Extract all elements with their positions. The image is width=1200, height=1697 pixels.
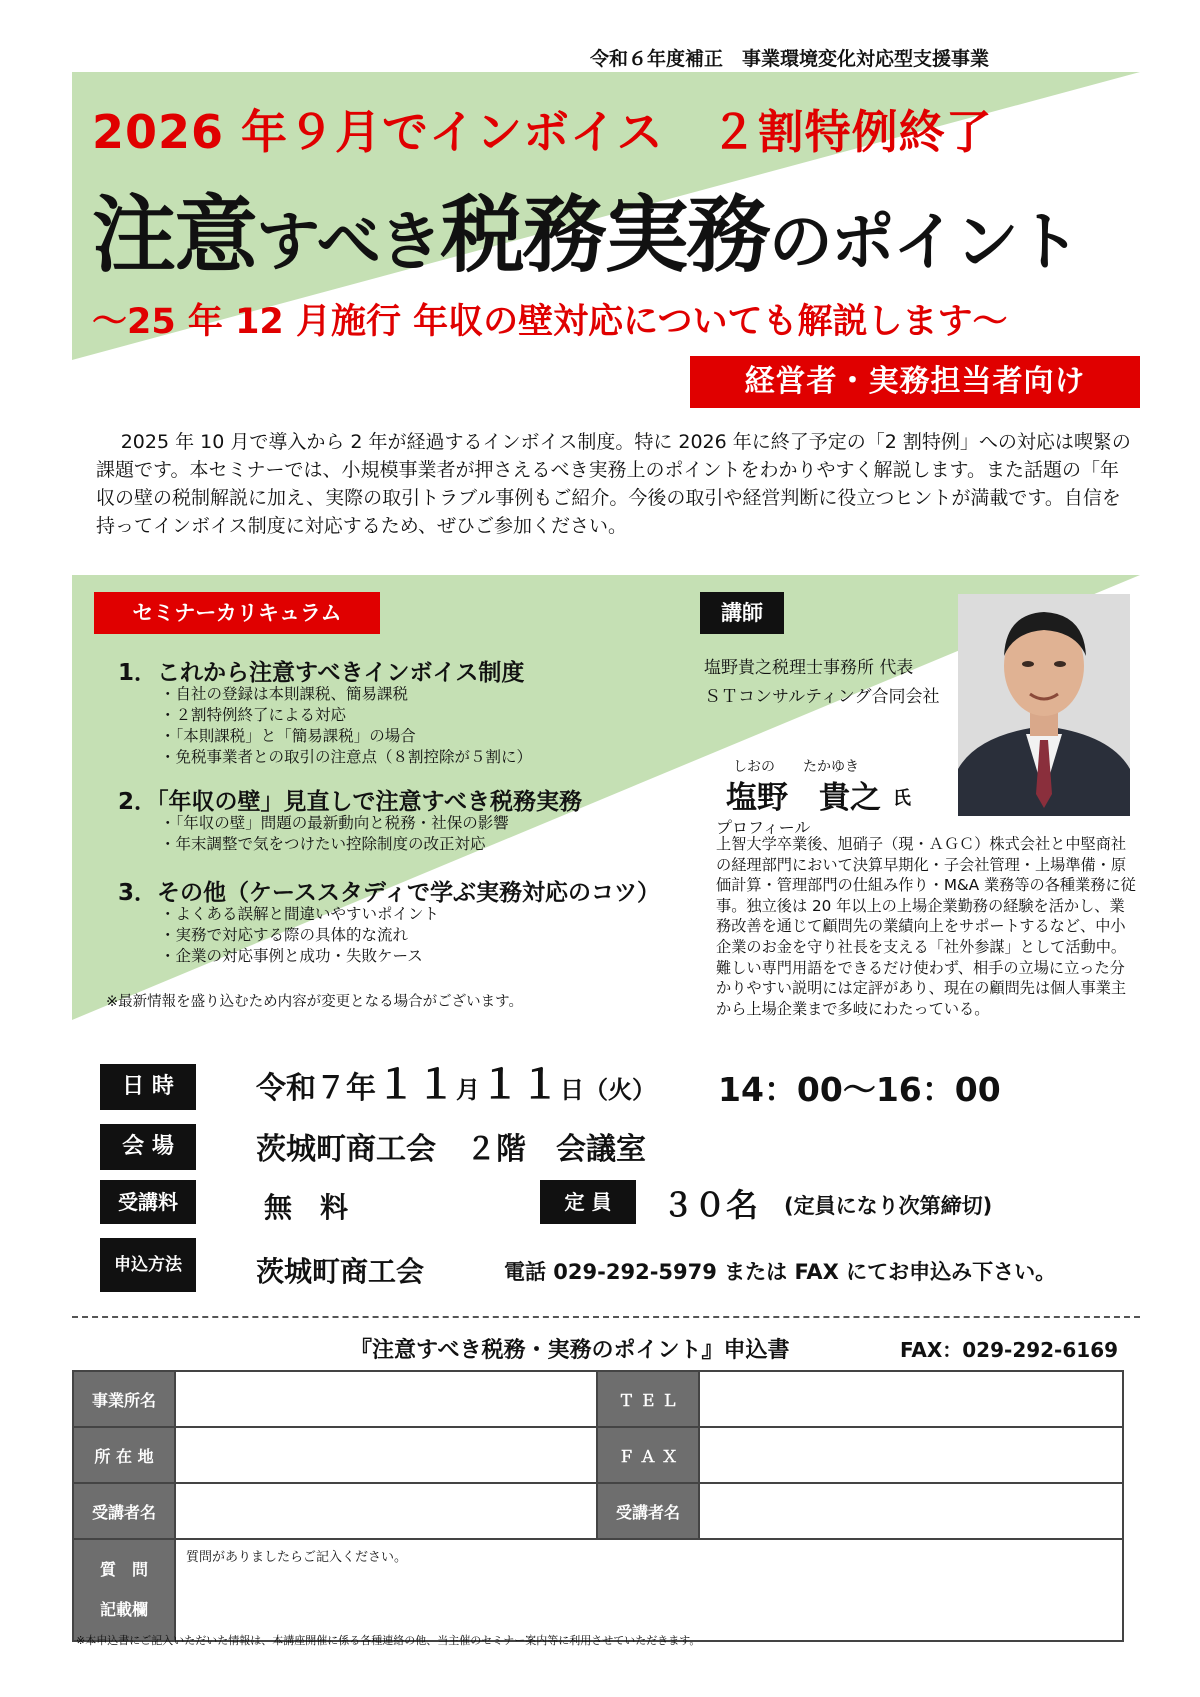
question-hint: 質問がありましたらご記入ください。 <box>186 1550 408 1565</box>
fax-field[interactable] <box>699 1427 1123 1483</box>
curriculum-item-3: 3．その他（ケーススタディで学ぶ実務対応のコツ） <box>118 880 661 906</box>
curriculum-badge: セミナーカリキュラム <box>94 592 380 634</box>
apply-text: 電話 029-292-5979 または FAX にてお申込み下さい。 <box>504 1260 1057 1284</box>
apply-org: 茨城町商工会 <box>256 1255 425 1288</box>
fee-value: 無 料 <box>264 1191 349 1224</box>
curriculum-point: ・「本則課税」と「簡易課税」の場合 <box>160 727 416 745</box>
capacity-value: ３０名 <box>662 1186 759 1224</box>
target-badge: 経営者・実務担当者向け <box>690 356 1140 408</box>
attendee-field-1[interactable] <box>175 1483 597 1539</box>
curriculum-item-1: 1．これから注意すべきインボイス制度 <box>118 660 525 686</box>
business-name-label: 事業所名 <box>73 1371 175 1427</box>
lecturer-org: 塩野貴之税理士事務所 代表 <box>704 658 914 678</box>
fee-label: 受講料 <box>100 1180 196 1224</box>
attendee-label-2: 受講者名 <box>597 1483 699 1539</box>
lecturer-suffix: 氏 <box>893 788 911 809</box>
curriculum-point: ・免税事業者との取引の注意点（８割控除が５割に） <box>160 748 533 766</box>
intro-text: 2025 年 10 月で導入から 2 年が経過するインボイス制度。特に 2026 年に終了予定の「2 割特例」への対応は喫緊の課題です。本セミナーでは、小規模事業者が押さえるべき実務上のポイントをわかりやすく解説します。また話題の「年収の壁の税制解説に加え、実際の取引トラブル事例もご紹介。今後の取引や経営判断に役立つヒントが満載です。自信を持ってインボイス制度に対応するため、ぜひご参加ください。 <box>96 431 1131 537</box>
venue-label: 会 場 <box>100 1124 196 1170</box>
date-label: 日 時 <box>100 1064 196 1110</box>
lecturer-company: ＳＴコンサルティング合同会社 <box>704 687 940 707</box>
cut-line <box>72 1316 1140 1318</box>
fax-label: Ｆ Ａ Ｘ <box>597 1427 699 1483</box>
lecturer-portrait-icon <box>958 594 1130 816</box>
footer-note: ※本申込書にご記入いただいた情報は、本講座開催に係る各種連絡の他、当主催のセミナー案内等に利用させていただきます。 <box>76 1634 701 1647</box>
lecturer-name: 塩野 貴之 <box>726 780 881 816</box>
program-label: 令和６年度補正 事業環境変化対応型支援事業 <box>590 48 990 70</box>
profile-label: プロフィール <box>716 818 811 837</box>
lecturer-badge: 講師 <box>700 592 784 634</box>
capacity-label: 定 員 <box>540 1180 636 1224</box>
curriculum-item-2: 2．「年収の壁」見直しで注意すべき税務実務 <box>118 789 583 815</box>
date-value: 令和７年１１月１１日（火） <box>256 1062 656 1108</box>
form-title: 『注意すべき税務・実務のポイント』申込書 <box>350 1338 790 1363</box>
attendee-field-2[interactable] <box>699 1483 1123 1539</box>
capacity-note: (定員になり次第締切) <box>784 1194 993 1218</box>
tel-label: Ｔ Ｅ Ｌ <box>597 1371 699 1427</box>
question-label: 質 問 記載欄 <box>73 1539 175 1641</box>
curriculum-point: ・自社の登録は本則課税、簡易課税 <box>160 685 409 703</box>
curriculum-point: ・「年収の壁」問題の最新動向と税務・社保の影響 <box>160 814 509 832</box>
subtitle: ～25 年 12 月施行 年収の壁対応についても解説します～ <box>92 302 1008 342</box>
lecturer-photo <box>958 594 1130 816</box>
application-form <box>72 1370 1124 1642</box>
profile-text: 上智大学卒業後、旭硝子（現・ＡＧＣ）株式会社と中堅商社の経理部門において決算早期化・子会社管理・上場準備・原価計算・管理部門の仕組み作り・M&A 業務等の各種業務に従事。独立後は 20 年以上の上場企業勤務の経験を活かし、業務改善を通じて顧問先の業績向上をサポートするなど、中小企業のお金を守り社長を支える「社外参謀」として活動中。難しい専門用語をできるだけ使わず、相手の立場に立った分かりやすい説明には定評があり、現在の顧問先は個人事業主から上場企業まで多岐にわたっている。 <box>716 835 1136 1018</box>
venue-value: 茨城町商工会 ２階 会議室 <box>256 1132 646 1167</box>
form-fax: FAX：029-292-6169 <box>900 1338 1119 1362</box>
title-red: 2026 年９月でインボイス ２割特例終了 <box>92 105 993 159</box>
curriculum-point: ・実務で対応する際の具体的な流れ <box>160 926 409 944</box>
attendee-label-1: 受講者名 <box>73 1483 175 1539</box>
time-value: 14：00～16：00 <box>718 1070 1001 1109</box>
curriculum-point: ・２割特例終了による対応 <box>160 706 347 724</box>
title-main: 注意すべき税務実務のポイント <box>92 186 1079 284</box>
lecturer-name-ruby: しおの たかゆき <box>733 759 859 775</box>
business-name-field[interactable] <box>175 1371 597 1427</box>
address-field[interactable] <box>175 1427 597 1483</box>
curriculum-note: ※最新情報を盛り込むため内容が変更となる場合がございます。 <box>106 994 523 1010</box>
address-label: 所 在 地 <box>73 1427 175 1483</box>
apply-label: 申込方法 <box>100 1238 196 1292</box>
tel-field[interactable] <box>699 1371 1123 1427</box>
curriculum-point: ・企業の対応事例と成功・失敗ケース <box>160 947 423 965</box>
question-field[interactable] <box>175 1539 1123 1641</box>
curriculum-point: ・年末調整で気をつけたい控除制度の改正対応 <box>160 835 486 853</box>
curriculum-point: ・よくある誤解と間違いやすいポイント <box>160 905 440 923</box>
